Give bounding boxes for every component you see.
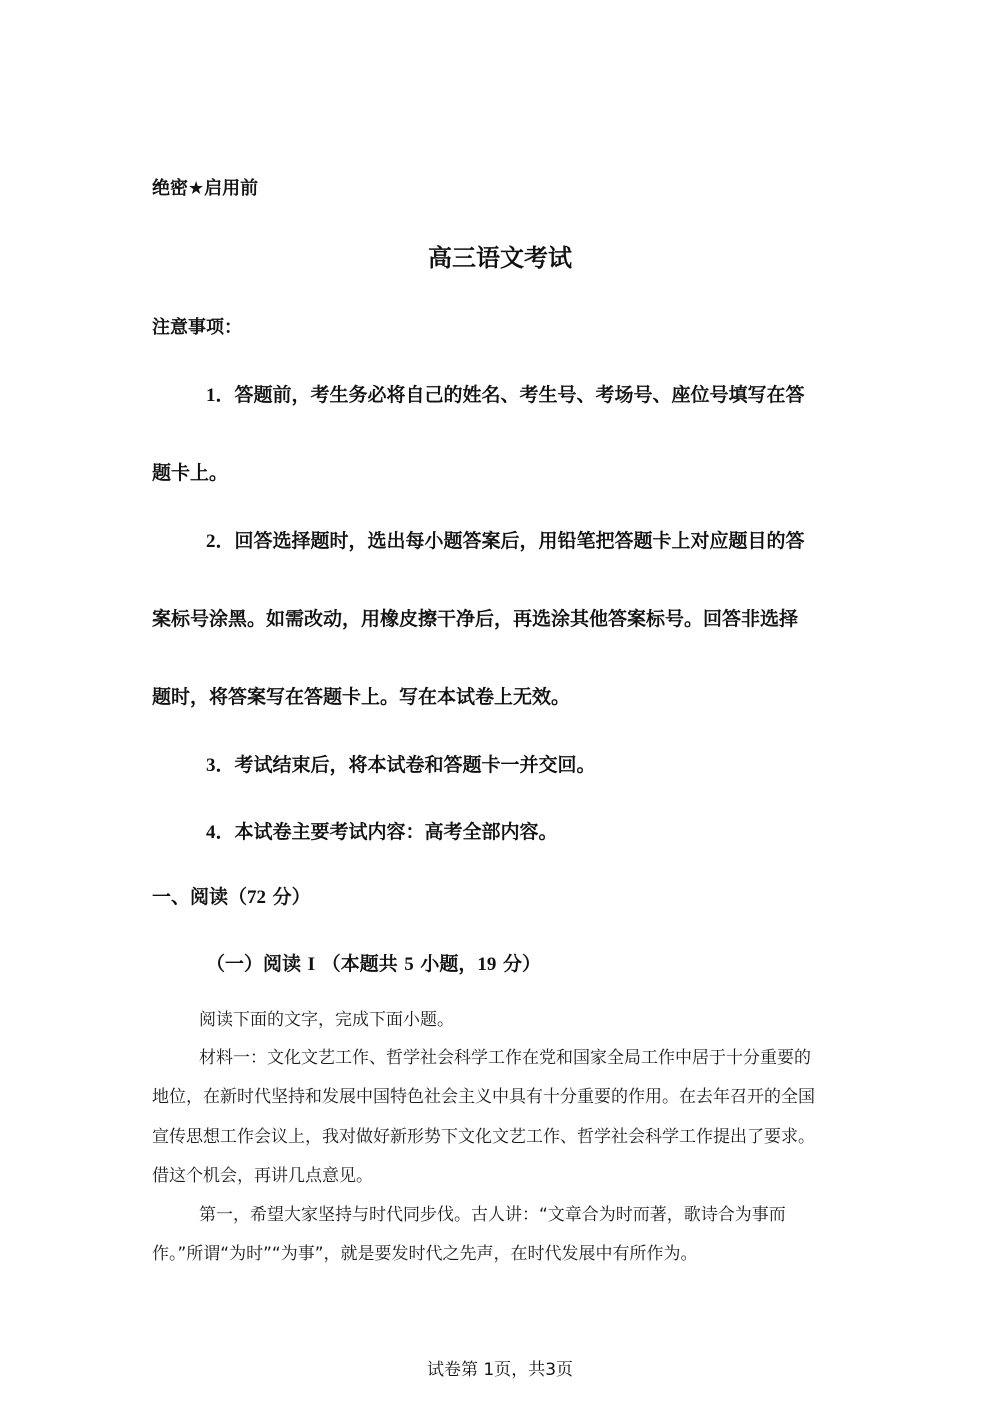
passage-line: 作。”所谓“为时”“为事”，就是要发时代之先声，在时代发展中有所作为。 <box>152 1244 698 1264</box>
subsection-prefix: （一）阅读 <box>206 953 308 975</box>
notice-item-number: 3 <box>206 755 216 776</box>
notice-item-4 <box>206 817 558 844</box>
passage-line: 借这个机会，再讲几点意见。 <box>152 1166 373 1186</box>
notice-item-text: ．考试结束后，将本试卷和答题卡一并交回。 <box>215 754 596 776</box>
subsection-middle2: 小题， <box>413 953 478 975</box>
notice-item-number: 2 <box>206 531 216 552</box>
subsection-count: 5 <box>404 954 414 975</box>
section-heading-prefix: 一、阅读（ <box>152 886 248 908</box>
passage-line: 宣传思想工作会议上，我对做好新形势下文化文艺工作、哲学社会科学工作提出了要求。 <box>152 1127 815 1147</box>
section-score: 72 <box>247 887 267 908</box>
passage-line: 地位，在新时代坚持和发展中国特色社会主义中具有十分重要的作用。在去年召开的全国 <box>152 1087 815 1107</box>
notice-item-text: ．答题前，考生务必将自己的姓名、考生号、考场号、座位号填写在答 <box>215 384 805 406</box>
notice-item-number: 4 <box>206 822 216 843</box>
subsection-roman: I <box>307 954 316 975</box>
page-title: 高三语文考试 <box>428 244 572 272</box>
subsection-score: 19 <box>477 954 497 975</box>
notice-item-1 <box>206 380 805 407</box>
subsection-middle: （本题共 <box>315 953 405 975</box>
notice-item-2-continued: 案标号涂黑。如需改动，用橡皮擦干净后，再选涂其他答案标号。回答非选择 <box>152 608 799 630</box>
passage-line: 第一，希望大家坚持与时代同步伐。古人讲：“文章合为时而著，歌诗合为事而 <box>199 1205 786 1225</box>
notice-item-1-continued: 题卡上。 <box>152 462 229 484</box>
subsection-heading <box>206 949 541 976</box>
notice-item-text: ．本试卷主要考试内容：高考全部内容。 <box>215 821 558 843</box>
notice-item-2 <box>206 526 805 553</box>
notice-heading: 注意事项： <box>152 317 242 338</box>
section-heading-suffix: 分） <box>266 886 311 908</box>
passage-instruction: 阅读下面的文字，完成下面小题。 <box>199 1010 454 1030</box>
secret-mark: 绝密★启用前 <box>152 178 259 199</box>
notice-item-number: 1 <box>206 385 216 406</box>
section-heading <box>152 882 311 909</box>
notice-item-2-continued: 题时，将答案写在答题卡上。写在本试卷上无效。 <box>152 686 571 708</box>
page-footer: 试卷第 1页，共3页 <box>426 1360 574 1380</box>
notice-item-3 <box>206 750 596 777</box>
passage-line: 材料一：文化文艺工作、哲学社会科学工作在党和国家全局工作中居于十分重要的 <box>199 1048 811 1068</box>
subsection-suffix: 分） <box>496 953 542 975</box>
notice-item-text: ．回答选择题时，选出每小题答案后，用铅笔把答题卡上对应题目的答 <box>215 530 805 552</box>
